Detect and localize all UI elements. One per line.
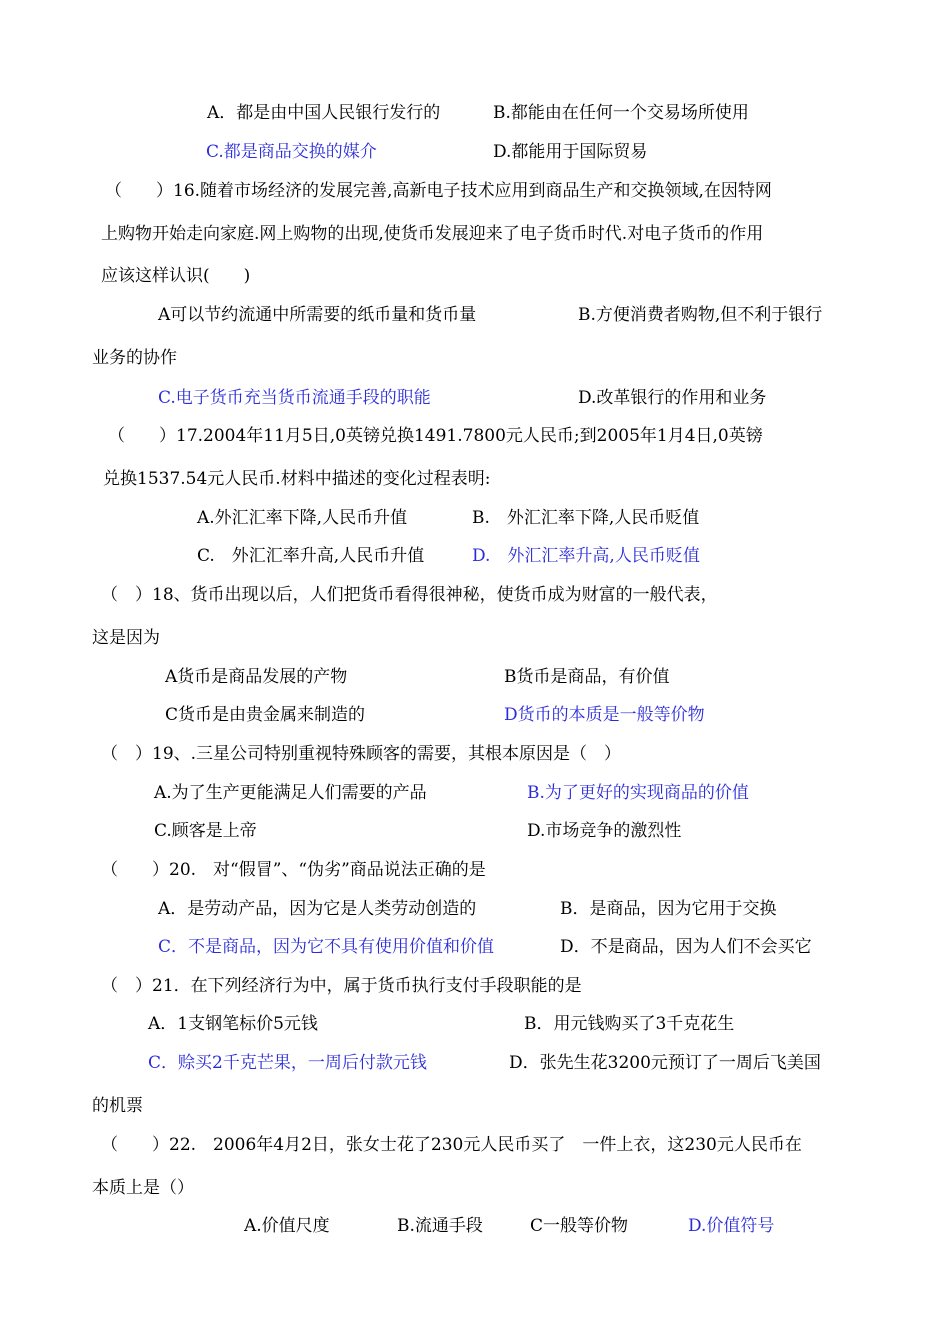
q20-option-c: C．不是商品，因为它不具有使用价值和价值 <box>158 937 495 957</box>
q20-stem: （ ）20. 对“假冒”、“伪劣”商品说法正确的是 <box>101 860 486 880</box>
q18-option-c: C货币是由贵金属来制造的 <box>165 705 366 725</box>
q16-stem-line-3: 应该这样认识( ) <box>101 266 251 286</box>
q21-option-a: A．1支钢笔标价5元钱 <box>148 1014 318 1034</box>
q16-option-b: B.方便消费者购物,但不利于银行 <box>578 305 823 325</box>
q21-option-b: B．用元钱购买了3千克花生 <box>524 1014 735 1034</box>
q22-option-c: C一般等价物 <box>530 1216 629 1236</box>
q17-option-c: C. 外汇汇率升高,人民币升值 <box>197 546 425 566</box>
q17-stem-line-2: 兑换1537.54元人民币.材料中描述的变化过程表明: <box>103 469 491 489</box>
q20-option-b: B．是商品，因为它用于交换 <box>560 899 777 919</box>
q18-option-b: B货币是商品，有价值 <box>504 667 670 687</box>
q22-option-d: D.价值符号 <box>688 1216 775 1236</box>
q18-option-a: A货币是商品发展的产物 <box>165 667 348 687</box>
q16-option-c: C.电子货币充当货币流通手段的职能 <box>158 388 431 408</box>
q22-stem-line-2: 本质上是（） <box>92 1178 194 1198</box>
q21-option-d-continued: 的机票 <box>92 1096 143 1116</box>
q20-option-a: A．是劳动产品，因为它是人类劳动创造的 <box>158 899 477 919</box>
q22-option-a: A.价值尺度 <box>244 1216 330 1236</box>
q18-stem-line-1: （ ）18、货币出现以后，人们把货币看得很神秘，使货币成为财富的一般代表， <box>101 585 718 605</box>
q19-option-d: D.市场竞争的激烈性 <box>527 821 682 841</box>
q15-option-a: A．都是由中国人民银行发行的 <box>207 103 441 123</box>
q15-option-c: C.都是商品交换的媒介 <box>206 142 377 162</box>
q18-stem-line-2: 这是因为 <box>92 628 160 648</box>
q19-option-b: B.为了更好的实现商品的价值 <box>527 783 749 803</box>
q16-option-a: A可以节约流通中所需要的纸币量和货币量 <box>158 305 477 325</box>
q21-stem: （ ）21．在下列经济行为中，属于货币执行支付手段职能的是 <box>101 976 582 996</box>
q19-stem: （ ）19、.三星公司特别重视特殊顾客的需要，其根本原因是（ ） <box>101 744 622 764</box>
q19-option-c: C.顾客是上帝 <box>154 821 257 841</box>
q16-stem-line-2: 上购物开始走向家庭.网上购物的出现,使货币发展迎来了电子货币时代.对电子货币的作用 <box>101 224 764 244</box>
q15-option-b: B.都能由在任何一个交易场所使用 <box>493 103 749 123</box>
q18-option-d: D货币的本质是一般等价物 <box>504 705 705 725</box>
q22-stem-line-1: （ ）22. 2006年4月2日，张女士花了230元人民币买了 一件上衣，这230元人民币在 <box>101 1135 802 1155</box>
q17-stem-line-1: （ ）17.2004年11月5日,0英镑兑换1491.7800元人民币;到2005年1月4日,0英镑 <box>108 426 763 446</box>
q17-option-b: B. 外汇汇率下降,人民币贬值 <box>472 508 700 528</box>
q16-option-b-continued: 业务的协作 <box>92 348 177 368</box>
q16-option-d: D.改革银行的作用和业务 <box>578 388 767 408</box>
q21-option-d: D．张先生花3200元预订了一周后飞美国 <box>509 1053 821 1073</box>
q16-stem-line-1: （ ）16.随着市场经济的发展完善,高新电子技术应用到商品生产和交换领域,在因特网 <box>105 181 772 201</box>
q21-option-c: C．赊买2千克芒果，一周后付款元钱 <box>148 1053 427 1073</box>
q19-option-a: A.为了生产更能满足人们需要的产品 <box>154 783 427 803</box>
q17-option-a: A.外汇汇率下降,人民币升值 <box>197 508 408 528</box>
q17-option-d: D. 外汇汇率升高,人民币贬值 <box>472 546 700 566</box>
q15-option-d: D.都能用于国际贸易 <box>493 142 648 162</box>
q22-option-b: B.流通手段 <box>397 1216 483 1236</box>
q20-option-d: D．不是商品，因为人们不会买它 <box>560 937 812 957</box>
